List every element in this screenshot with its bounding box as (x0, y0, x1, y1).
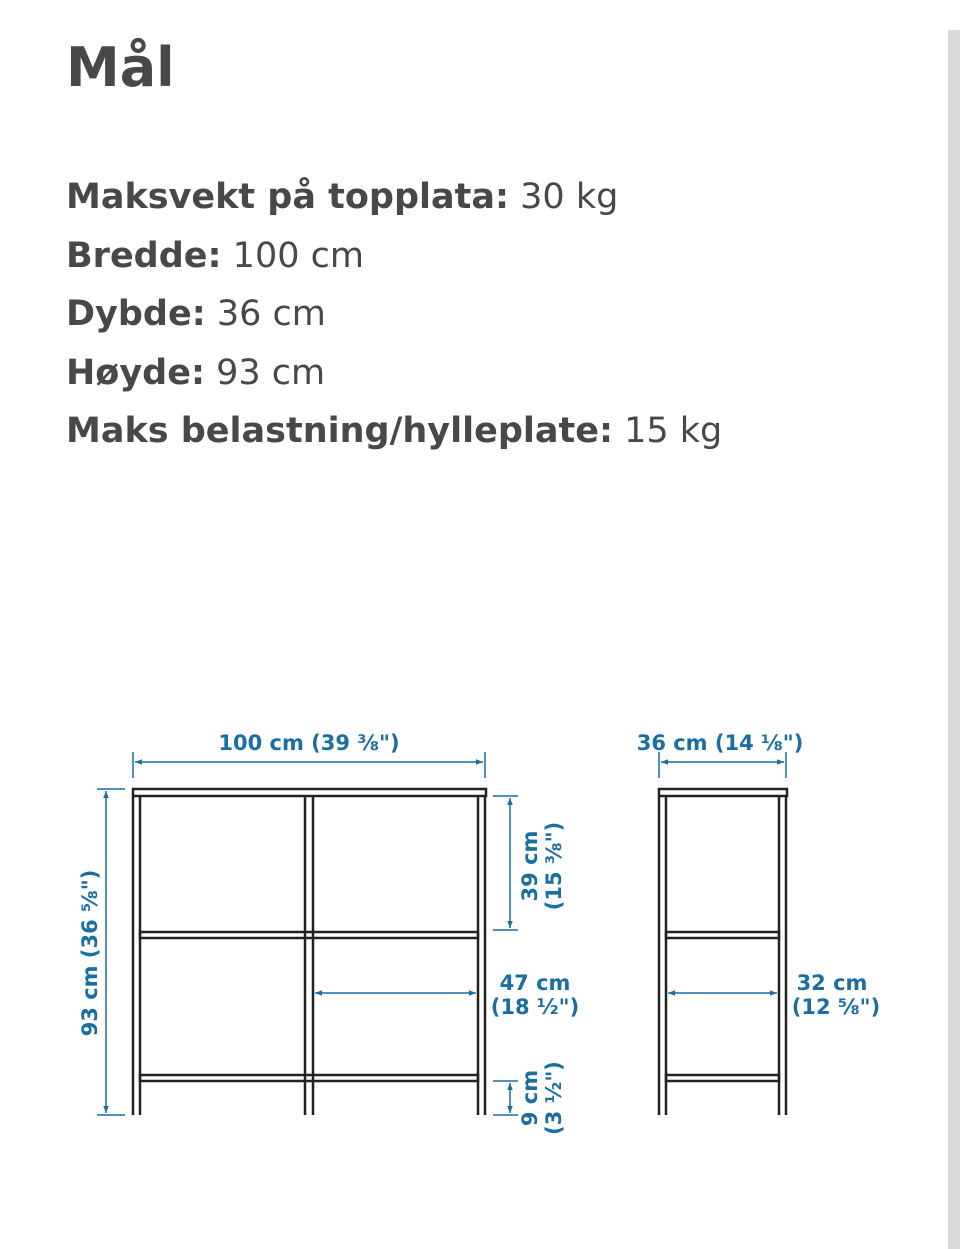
inner-depth-in-label: (12 ⅝") (791, 995, 881, 1019)
height-label: 93 cm (36 ⅝") (78, 869, 102, 1037)
inner-depth-cm-label: 32 cm (796, 971, 868, 995)
side-view-frame (659, 789, 787, 1115)
front-view-frame (133, 789, 486, 1115)
top-compartment-cm-label: 39 cm (518, 830, 542, 902)
spec-label: Dybde: (66, 294, 206, 334)
spec-value: 30 kg (520, 177, 619, 217)
clearance-cm-label: 9 cm (518, 1069, 542, 1127)
spec-label: Maks belastning/hylleplate: (66, 411, 613, 451)
top-compartment-in-label: (15 ⅜") (542, 821, 566, 911)
spec-value: 93 cm (216, 352, 326, 393)
shelf-width-cm-label: 47 cm (499, 971, 571, 995)
dimension-lines (97, 752, 786, 1115)
spec-value: 100 cm (232, 235, 364, 276)
depth-label: 36 cm (14 ⅛") (636, 731, 804, 755)
spec-label: Maksvekt på topplata: (66, 177, 510, 217)
width-label: 100 cm (39 ⅜") (218, 731, 400, 755)
page-title: Mål (66, 36, 175, 99)
spec-value: 36 cm (216, 294, 326, 334)
spec-label: Høyde: (66, 352, 205, 393)
clearance-in-label: (3 ½") (542, 1061, 566, 1135)
shelf-width-in-label: (18 ½") (490, 995, 580, 1019)
spec-label: Bredde: (66, 235, 222, 276)
spec-value: 15 kg (624, 411, 723, 451)
